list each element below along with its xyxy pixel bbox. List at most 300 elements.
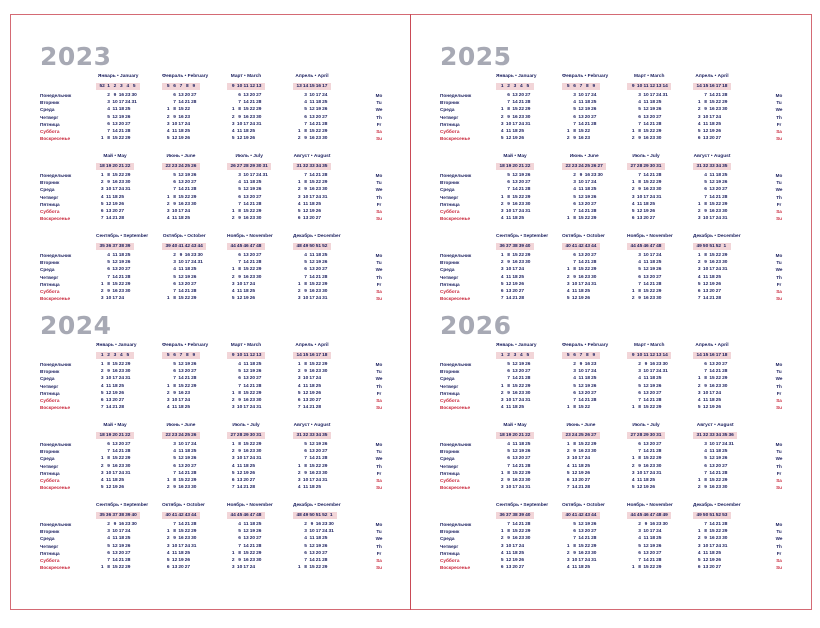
day-cell: 2: [566, 550, 570, 556]
day-cell: 1: [631, 405, 635, 411]
day-cell: 26: [191, 456, 197, 462]
day-cell: 30: [256, 114, 262, 120]
day-cell: 30: [191, 201, 197, 207]
day-cell: 8: [573, 267, 576, 273]
week-number: 36: [105, 513, 112, 518]
day-cell: 7: [704, 522, 707, 527]
day-cell: 16: [118, 93, 125, 98]
day-cell: 14: [643, 281, 649, 287]
day-cell: 16: [309, 470, 315, 476]
week-number: 28: [636, 433, 643, 438]
day-cell: 6: [638, 114, 641, 120]
weekday-labels-ru: [40, 441, 71, 491]
day-cell: 3: [566, 281, 570, 287]
day-cell: 24: [184, 543, 191, 549]
month-name: Апрель • April: [295, 74, 329, 79]
day-cell: 12: [512, 362, 518, 367]
day-cell: 19: [315, 260, 322, 266]
day-cell: 4: [297, 201, 301, 207]
week-number: 39: [125, 513, 131, 518]
weekday-abbr: We: [375, 267, 383, 273]
day-cell: 7: [507, 522, 510, 527]
week-number: 46: [243, 513, 249, 518]
day-cell: 27: [656, 550, 662, 556]
day-cell: 16: [578, 449, 584, 455]
day-cell: 27: [191, 180, 197, 186]
day-cell: 21: [112, 405, 118, 411]
day-cell: 27: [722, 187, 728, 193]
day-cell: 7: [573, 260, 576, 266]
day-cell: 13: [178, 463, 184, 469]
day-cell: 26: [315, 390, 322, 396]
day-cell: 17: [112, 470, 118, 476]
day-cell: 15: [112, 362, 118, 367]
day-cell: 8: [238, 267, 241, 273]
day-cell: 22: [518, 107, 525, 113]
day-cell: 28: [315, 405, 322, 411]
day-cell: 24: [118, 470, 125, 476]
day-cell: 26: [315, 209, 322, 214]
day-cell: 8: [107, 281, 110, 287]
day-cell: 24: [715, 114, 722, 120]
day-cell: 6: [507, 93, 510, 98]
week-number: 49: [302, 513, 309, 518]
day-cell: 21: [184, 187, 191, 193]
week-number: 46: [243, 244, 249, 249]
day-cell: 25: [649, 478, 656, 483]
day-cell: 29: [322, 362, 328, 367]
day-cell: 11: [512, 442, 518, 447]
weekday-abbr: Sa: [776, 397, 782, 403]
day-cell: 25: [518, 550, 525, 556]
day-cell: 12: [302, 209, 309, 214]
day-cell: 24: [649, 470, 656, 476]
day-cell: 12: [636, 209, 643, 214]
day-cell: 13: [571, 478, 578, 483]
day-cell: 8: [704, 376, 707, 382]
month-name: Апрель • April: [295, 343, 329, 348]
day-cell: 3: [304, 93, 307, 98]
day-cell: 21: [709, 296, 715, 302]
day-cell: 16: [309, 369, 315, 375]
weekday-labels-en: [374, 252, 384, 302]
day-cell: 21: [249, 383, 256, 389]
day-cell: 7: [638, 121, 641, 127]
day-cell: 4: [697, 121, 701, 127]
day-cell: 23: [715, 209, 722, 214]
day-cell: 30: [125, 289, 131, 294]
day-cell: 25: [322, 253, 328, 258]
day-cell: 14: [236, 485, 243, 491]
week-number: 40: [171, 244, 178, 249]
day-cell: 1: [297, 180, 301, 186]
day-cell: 15: [709, 478, 715, 483]
day-cell: 10: [171, 398, 178, 403]
day-cell: 30: [597, 173, 603, 178]
month-name: Январь • January: [97, 74, 139, 79]
day-cell: 19: [178, 136, 184, 142]
weekday-abbr: Th: [776, 383, 782, 389]
day-cell: 30: [322, 187, 328, 193]
week-number: 49: [302, 244, 309, 249]
week-number: 31: [256, 433, 262, 438]
day-cell: 18: [709, 274, 715, 280]
day-cell: 14: [309, 456, 315, 462]
day-cell: 22: [315, 129, 322, 134]
day-cell: 17: [709, 390, 715, 396]
day-cell: 5: [638, 107, 641, 113]
day-cell: 15: [309, 129, 315, 134]
day-cell: 26: [322, 442, 328, 447]
week-number: 50: [309, 513, 315, 518]
week-number: 44: [630, 244, 636, 249]
week-number: 6: [173, 353, 176, 358]
day-cell: 25: [256, 362, 262, 367]
day-cell: 31: [191, 543, 197, 549]
day-cell: 1: [166, 107, 170, 113]
day-cell: 7: [100, 216, 104, 222]
week-number: 1: [107, 84, 110, 89]
day-cell: 9: [507, 390, 510, 396]
day-cell: 31: [525, 121, 531, 127]
day-cell: 4: [500, 550, 504, 556]
day-cell: 20: [112, 209, 118, 214]
day-cell: 30: [328, 522, 334, 527]
day-cell: 21: [249, 543, 256, 549]
day-cell: 23: [184, 536, 191, 542]
day-cell: 8: [238, 107, 241, 113]
week-number: 16: [309, 353, 315, 358]
day-cell: 4: [500, 129, 504, 134]
day-cell: 26: [656, 543, 662, 549]
weekday-abbr: Sa: [776, 128, 782, 134]
day-cell: 14: [578, 121, 584, 127]
weekday-abbr: Th: [776, 274, 782, 280]
day-cell: 15: [643, 456, 649, 462]
day-cell: 5: [638, 267, 641, 273]
day-cell: 14: [505, 296, 512, 302]
day-cell: 21: [584, 536, 591, 542]
month-name: Октябрь • October: [162, 234, 206, 239]
day-cell: 4: [697, 274, 701, 280]
day-cell: 5: [166, 136, 170, 142]
weekday-abbr: Fr: [376, 470, 382, 476]
day-cell: 23: [518, 114, 525, 120]
week-number: 27: [591, 433, 597, 438]
day-cell: 3: [297, 376, 301, 382]
week-number: 7: [179, 353, 183, 358]
day-cell: 14: [643, 173, 649, 178]
day-cell: 22: [518, 253, 525, 258]
day-cell: 1: [297, 362, 301, 367]
day-cell: 17: [649, 369, 656, 375]
week-number: 26: [591, 164, 597, 169]
week-number: 40: [165, 513, 171, 518]
day-cell: 15: [112, 456, 118, 462]
day-cell: 31: [256, 456, 262, 462]
day-cell: 10: [309, 529, 315, 535]
day-cell: 8: [304, 281, 307, 287]
weekday-label: Пятница: [40, 121, 60, 127]
day-cell: 24: [656, 93, 662, 98]
weekday-label: Понедельник: [440, 522, 472, 527]
weekday-abbr: Mo: [375, 362, 383, 367]
day-cell: 23: [518, 536, 525, 542]
day-cell: 13: [112, 121, 118, 127]
day-cell: 20: [643, 216, 649, 222]
weekday-label: Вторник: [440, 369, 460, 375]
day-cell: 25: [184, 550, 191, 556]
month-name: Июнь • June: [566, 423, 596, 428]
day-cell: 1: [100, 456, 104, 462]
day-cell: 9: [238, 558, 241, 563]
weekday-abbr: We: [775, 376, 783, 382]
day-cell: 10: [578, 180, 584, 186]
week-number: 7: [579, 353, 583, 358]
day-cell: 29: [322, 281, 328, 287]
day-cell: 18: [518, 442, 525, 447]
day-cell: 22: [118, 456, 125, 462]
day-cell: 18: [649, 100, 656, 106]
month-name: Июнь • June: [166, 154, 196, 159]
day-cell: 13: [512, 456, 518, 462]
week-number: 4: [520, 84, 523, 89]
day-cell: 19: [584, 383, 591, 389]
week-number: 17: [322, 84, 328, 89]
day-cell: 1: [500, 107, 504, 113]
weekday-label: Вторник: [440, 260, 460, 266]
day-cell: 29: [525, 529, 531, 535]
day-cell: 18: [243, 463, 249, 469]
weekday-label: Воскресенье: [440, 485, 471, 491]
week-number: 5: [566, 353, 570, 358]
day-cell: 4: [566, 289, 570, 294]
day-cell: 16: [643, 296, 649, 302]
day-cell: 29: [191, 529, 197, 535]
day-cell: 13: [643, 442, 649, 447]
weekday-label: Четверг: [440, 383, 459, 389]
weekday-labels-ru: [40, 521, 71, 571]
day-cell: 29: [256, 209, 262, 214]
day-cell: 23: [518, 390, 525, 396]
day-cell: 12: [643, 107, 649, 113]
weekday-abbr: Tu: [376, 180, 382, 186]
day-cell: 19: [243, 470, 249, 476]
day-cell: 1: [566, 442, 570, 447]
day-cell: 22: [518, 470, 525, 476]
day-cell: 5: [173, 274, 176, 280]
month-name: Февраль • February: [562, 343, 609, 348]
day-cell: 31: [722, 267, 728, 273]
day-cell: 22: [118, 281, 125, 287]
week-number: 31: [696, 164, 702, 169]
day-cell: 4: [238, 180, 241, 186]
day-cell: 22: [184, 529, 191, 535]
day-cell: 28: [322, 456, 328, 462]
week-number: 22: [125, 433, 131, 438]
day-cell: 16: [243, 114, 249, 120]
week-number: 45: [236, 244, 243, 249]
day-cell: 3: [166, 209, 170, 214]
day-cell: 14: [512, 376, 518, 382]
day-cell: 14: [309, 558, 315, 563]
day-cell: 10: [702, 267, 709, 273]
day-cell: 31: [125, 187, 131, 193]
day-cell: 30: [722, 485, 728, 491]
day-cell: 28: [525, 100, 531, 106]
day-cell: 18: [243, 129, 249, 134]
day-cell: 4: [166, 550, 170, 556]
day-cell: 16: [584, 362, 591, 367]
day-cell: 26: [715, 558, 722, 563]
day-cell: 18: [118, 536, 125, 542]
day-cell: 9: [507, 201, 510, 207]
day-cell: 13: [178, 180, 184, 186]
day-cell: 4: [704, 173, 707, 178]
day-cell: 22: [315, 281, 322, 287]
day-cell: 21: [243, 485, 249, 491]
day-cell: 21: [184, 100, 191, 106]
day-cell: 16: [118, 522, 125, 527]
day-cell: 11: [578, 187, 584, 193]
day-cell: 26: [118, 485, 125, 491]
day-cell: 11: [572, 289, 578, 294]
day-cell: 25: [584, 565, 591, 571]
day-cell: 2: [107, 93, 110, 98]
weekday-label: Суббота: [40, 557, 60, 563]
weekday-label: Вторник: [40, 100, 60, 106]
day-cell: 5: [573, 383, 576, 389]
day-cell: 3: [697, 216, 701, 222]
day-cell: 28: [322, 274, 328, 280]
day-cell: 8: [507, 253, 510, 258]
day-cell: 21: [518, 376, 525, 382]
day-cell: 19: [184, 456, 191, 462]
week-number: 32: [302, 164, 309, 169]
week-number: 30: [649, 164, 656, 169]
day-cell: 12: [302, 390, 309, 396]
week-number: 8: [186, 353, 189, 358]
day-cell: 27: [591, 390, 597, 396]
day-cell: 6: [173, 463, 176, 469]
day-cell: 19: [512, 558, 518, 563]
day-cell: 29: [591, 267, 597, 273]
day-cell: 4: [297, 383, 301, 389]
day-cell: 8: [107, 362, 110, 367]
week-number: 15: [309, 84, 315, 89]
weekday-label: Вторник: [440, 100, 460, 106]
day-cell: 13: [243, 376, 249, 382]
day-cell: 4: [304, 253, 307, 258]
week-number: 1: [723, 244, 727, 249]
day-cell: 9: [173, 114, 176, 120]
day-cell: 11: [237, 129, 243, 134]
day-cell: 12: [309, 442, 315, 447]
week-number: 39: [125, 244, 131, 249]
day-cell: 29: [125, 362, 131, 367]
day-cell: 3: [500, 485, 504, 491]
day-cell: 26: [591, 383, 597, 389]
day-cell: 14: [302, 405, 309, 411]
day-cell: 24: [656, 529, 662, 535]
weekday-labels-ru: [440, 252, 471, 302]
weekday-label: Суббота: [440, 397, 460, 403]
day-cell: 17: [112, 187, 118, 193]
weekday-abbr: Mo: [375, 253, 383, 258]
weekday-label: Воскресенье: [440, 296, 471, 302]
week-number: 21: [118, 433, 125, 438]
day-cell: 10: [309, 93, 315, 98]
day-cell: 6: [100, 398, 104, 403]
day-cell: 19: [578, 296, 584, 302]
day-cell: 28: [256, 100, 262, 106]
week-number: 41: [571, 513, 578, 518]
day-cell: 14: [309, 173, 315, 178]
day-cell: 12: [236, 296, 243, 302]
day-cell: 27: [125, 121, 131, 127]
day-cell: 18: [112, 478, 118, 483]
day-cell: 27: [715, 289, 722, 294]
day-cell: 29: [656, 129, 662, 134]
day-cell: 21: [184, 522, 191, 527]
weekday-label: Понедельник: [440, 173, 472, 178]
day-cell: 7: [704, 93, 707, 98]
day-cell: 13: [309, 449, 315, 455]
week-number: 48: [656, 244, 662, 249]
day-cell: 12: [702, 558, 709, 563]
day-cell: 23: [249, 449, 256, 455]
week-number: 15: [702, 353, 709, 358]
day-cell: 26: [256, 529, 262, 535]
week-number: 27: [597, 164, 603, 169]
week-number: 35: [322, 433, 328, 438]
day-cell: 11: [112, 536, 118, 542]
day-cell: 3: [573, 180, 576, 186]
day-cell: 23: [649, 463, 656, 469]
day-cell: 20: [512, 289, 518, 294]
day-cell: 22: [584, 216, 591, 222]
day-cell: 21: [649, 449, 656, 455]
day-cell: 23: [656, 522, 662, 527]
week-number: 44: [591, 244, 597, 249]
day-cell: 21: [649, 281, 656, 287]
day-cell: 11: [506, 274, 512, 280]
day-cell: 26: [525, 362, 531, 367]
weekday-label: Суббота: [440, 208, 460, 214]
day-cell: 12: [643, 267, 649, 273]
day-cell: 21: [184, 376, 191, 382]
day-cell: 26: [649, 485, 656, 491]
day-cell: 10: [702, 216, 709, 222]
week-number: 12: [249, 353, 256, 358]
day-cell: 5: [304, 442, 307, 447]
weekday-label: Вторник: [40, 180, 60, 186]
day-cell: 2: [697, 485, 701, 491]
day-cell: 27: [125, 267, 131, 273]
month-name: Апрель • April: [695, 74, 729, 79]
day-cell: 1: [231, 209, 235, 214]
day-cell: 25: [118, 383, 125, 389]
day-cell: 31: [722, 216, 728, 222]
week-number: 24: [578, 164, 584, 169]
day-cell: 3: [697, 543, 701, 549]
day-cell: 4: [500, 274, 504, 280]
week-number: 29: [643, 433, 649, 438]
weekday-labels-en: [774, 252, 784, 302]
weekday-labels-en: [774, 172, 784, 222]
week-number: 5: [566, 84, 570, 89]
day-cell: 2: [566, 274, 570, 280]
